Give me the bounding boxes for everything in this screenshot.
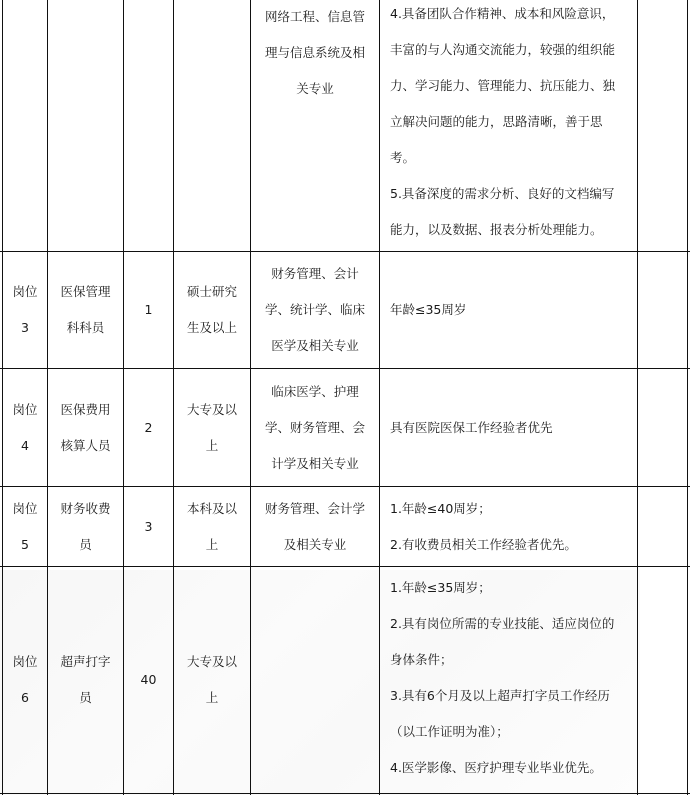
cell-text: 大专及以 <box>186 401 237 417</box>
education-cell <box>174 567 250 793</box>
cell-text: 本科及以 <box>186 500 237 516</box>
cell-text: 3 <box>144 518 153 534</box>
cell-text: 科科员 <box>66 320 105 335</box>
grid-line <box>379 0 380 795</box>
requirement-line: 能力，以及数据、报表分析处理能力。 <box>390 222 603 237</box>
post-title-cell <box>48 487 123 566</box>
cell-text: 岗位 <box>12 500 38 516</box>
cell-text: 财务管理、会计学 <box>264 500 365 516</box>
cell-text: 核算人员 <box>60 437 111 453</box>
grid-line <box>0 793 690 794</box>
cell-text: 1.年龄≤40周岁； <box>390 500 491 516</box>
cell-text: 财务收费 <box>60 500 111 516</box>
major-line: 网络工程、信息管 <box>264 9 365 24</box>
cell-text: 员 <box>79 690 92 705</box>
requirements-cell <box>390 252 635 368</box>
headcount-cell <box>124 252 173 368</box>
post-number-cell <box>3 369 47 486</box>
cell-text: 超声打字 <box>60 654 111 669</box>
major-cell <box>251 369 379 486</box>
cell-text: 岗位 <box>12 284 38 299</box>
requirements-cell <box>390 570 635 786</box>
cell-text: 临床医学、护理 <box>271 383 359 399</box>
headcount-cell <box>124 369 173 486</box>
education-cell <box>174 487 250 566</box>
cell-text: 生及以上 <box>186 320 237 335</box>
cell-text: 学、财务管理、会 <box>264 419 365 435</box>
cell-text: 6 <box>21 690 29 705</box>
post-title-cell <box>48 252 123 368</box>
major-cell-empty <box>251 567 379 793</box>
major-cell <box>251 487 379 566</box>
post-title-cell <box>48 369 123 486</box>
grid-line <box>687 0 688 795</box>
cell-text: 硕士研究 <box>186 284 237 299</box>
post-number-cell <box>3 487 47 566</box>
cell-text: 医保费用 <box>60 401 111 417</box>
requirements-cell <box>390 487 635 566</box>
cell-text: 1 <box>144 302 153 317</box>
cell-text: 身体条件； <box>390 652 453 667</box>
grid-line <box>637 0 638 795</box>
cell-text: 计学及相关专业 <box>271 455 359 471</box>
post-number-cell <box>3 252 47 368</box>
cell-text: （以工作证明为准）； <box>390 724 509 739</box>
headcount-cell <box>124 487 173 566</box>
cell-text: 4 <box>21 437 29 453</box>
cell-text: 2 <box>144 419 153 435</box>
major-cell <box>251 252 379 368</box>
cell-text: 医保管理 <box>60 284 111 299</box>
requirement-line: 丰富的与人沟通交流能力，较强的组织能 <box>390 42 616 57</box>
cell-text: 3.具有6个月及以上超声打字员工作经历 <box>390 688 610 703</box>
post-title-cell <box>48 567 123 793</box>
post-number-cell <box>3 567 47 793</box>
cell-text: 40 <box>140 672 157 687</box>
major-line: 理与信息系统及相 <box>264 45 365 60</box>
cell-text: 财务管理、会计 <box>271 266 359 281</box>
requirement-line: 立解决问题的能力，思路清晰，善于思 <box>390 114 603 129</box>
requirement-line: 4.具备团队合作精神、成本和风险意识， <box>390 6 615 21</box>
requirement-line: 力、学习能力、管理能力、抗压能力、独 <box>390 78 616 93</box>
cell-text: 及相关专业 <box>283 536 347 552</box>
cell-text: 大专及以 <box>186 654 237 669</box>
requirements-cell <box>390 369 635 486</box>
cell-text: 2.有收费员相关工作经验者优先。 <box>390 536 577 552</box>
requirement-line: 5.具备深度的需求分析、良好的文档编写 <box>390 186 615 201</box>
headcount-cell <box>124 567 173 793</box>
cell-text: 4.医学影像、医疗护理专业毕业优先。 <box>390 760 602 775</box>
cell-text: 具有医院医保工作经验者优先 <box>390 419 553 435</box>
major-cell <box>251 0 379 108</box>
cell-text: 1.年龄≤35周岁； <box>390 580 491 595</box>
cell-text: 岗位 <box>12 654 38 669</box>
cell-text: 3 <box>21 320 29 335</box>
cell-text: 员 <box>79 536 92 552</box>
cell-text: 医学及相关专业 <box>271 338 359 353</box>
major-line: 关专业 <box>296 81 334 96</box>
cell-text: 5 <box>21 536 29 552</box>
requirement-line: 考。 <box>390 150 416 165</box>
cell-text: 年龄≤35周岁 <box>390 302 467 317</box>
cell-text: 2.具有岗位所需的专业技能、适应岗位的 <box>390 616 615 631</box>
cell-text: 上 <box>205 437 219 453</box>
cell-text: 岗位 <box>12 401 38 417</box>
cell-text: 上 <box>205 536 219 552</box>
education-cell <box>174 369 250 486</box>
requirements-cell <box>390 0 635 248</box>
cell-text: 上 <box>205 690 219 705</box>
cell-text: 学、统计学、临床 <box>264 302 365 317</box>
education-cell <box>174 252 250 368</box>
